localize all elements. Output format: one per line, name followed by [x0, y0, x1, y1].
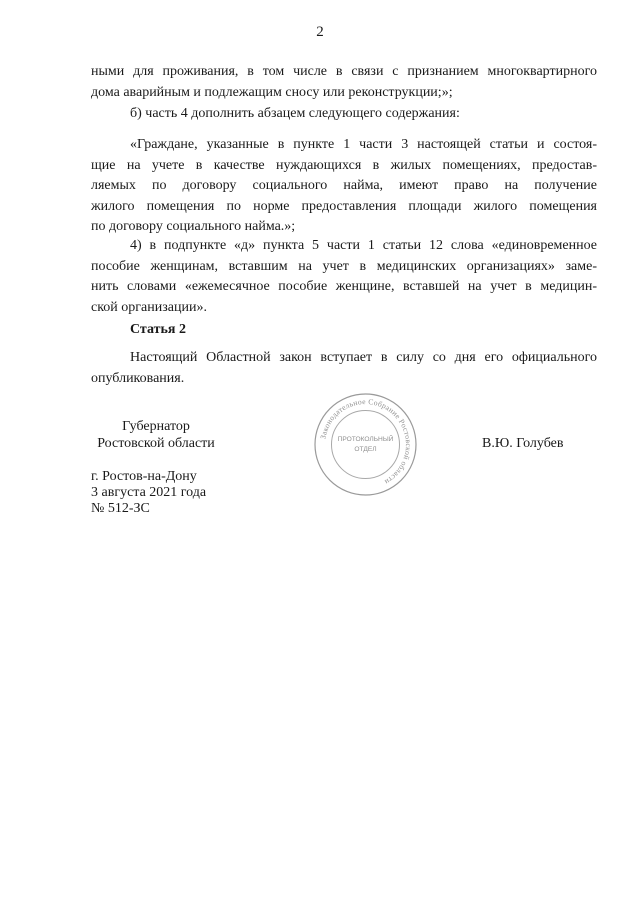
paragraph-continuation [91, 62, 597, 103]
text-line: «Граждане, указанные в пункте 1 части 3 настоящей статьи и состоя- [130, 137, 597, 152]
signatory-title-line1: Губернатор [122, 419, 190, 434]
text-line: по договору социального найма.»; [91, 219, 296, 234]
paragraph-amendment-4 [91, 236, 597, 318]
text-line: жилого помещения по норме предоставления площади жилого помещения [91, 198, 597, 214]
text-line: пособие женщинам, вставшим на учет в медицинских организациях» заме- [91, 258, 597, 274]
official-seal [313, 392, 418, 497]
text-line: 4) в подпункте «д» пункта 5 части 1 статьи 12 слова «единовременное [130, 238, 597, 253]
text-line: Настоящий Областной закон вступает в силу со дня его официального [130, 350, 597, 365]
text-line: ляемых по договору социального найма, имеют право на получение [91, 178, 597, 193]
text-line: ными для проживания, в том числе в связи с признанием многоквартирного [91, 64, 597, 79]
page-number: 2 [316, 24, 324, 40]
paragraph-quote [91, 135, 597, 238]
text-line: ской организации». [91, 299, 207, 315]
signatory-title-line2: Ростовской области [97, 436, 215, 451]
seal-inner-line2: ОТДЕЛ [354, 446, 377, 453]
article-2-heading: Статья 2 [130, 322, 186, 337]
date: 3 августа 2021 года [91, 485, 207, 500]
signatory-title [91, 418, 221, 452]
place: г. Ростов-на-Дону [91, 469, 197, 484]
document-details [91, 469, 206, 517]
text-line: опубликования. [91, 370, 185, 386]
article-2-text [91, 348, 597, 389]
text-line: дома аварийным и подлежащим сносу или реконструкции;»; [91, 84, 453, 100]
text-line: нить словами «ежемесячное пособие женщине, вставшей на учет в медицин- [91, 279, 597, 294]
seal-inner-line1: ПРОТОКОЛЬНЫЙ [337, 436, 394, 443]
text-line: щие на учете в качестве нуждающихся в жилых помещениях, предостав- [91, 157, 597, 173]
paragraph-amendment-b [91, 104, 597, 125]
law-number: № 512-ЗС [91, 501, 150, 516]
text-line: б) часть 4 дополнить абзацем следующего содержания: [130, 106, 460, 121]
signatory-name: В.Ю. Голубев [482, 436, 564, 451]
seal-outer-text: Законодательное Собрание Ростовской области [318, 396, 414, 487]
